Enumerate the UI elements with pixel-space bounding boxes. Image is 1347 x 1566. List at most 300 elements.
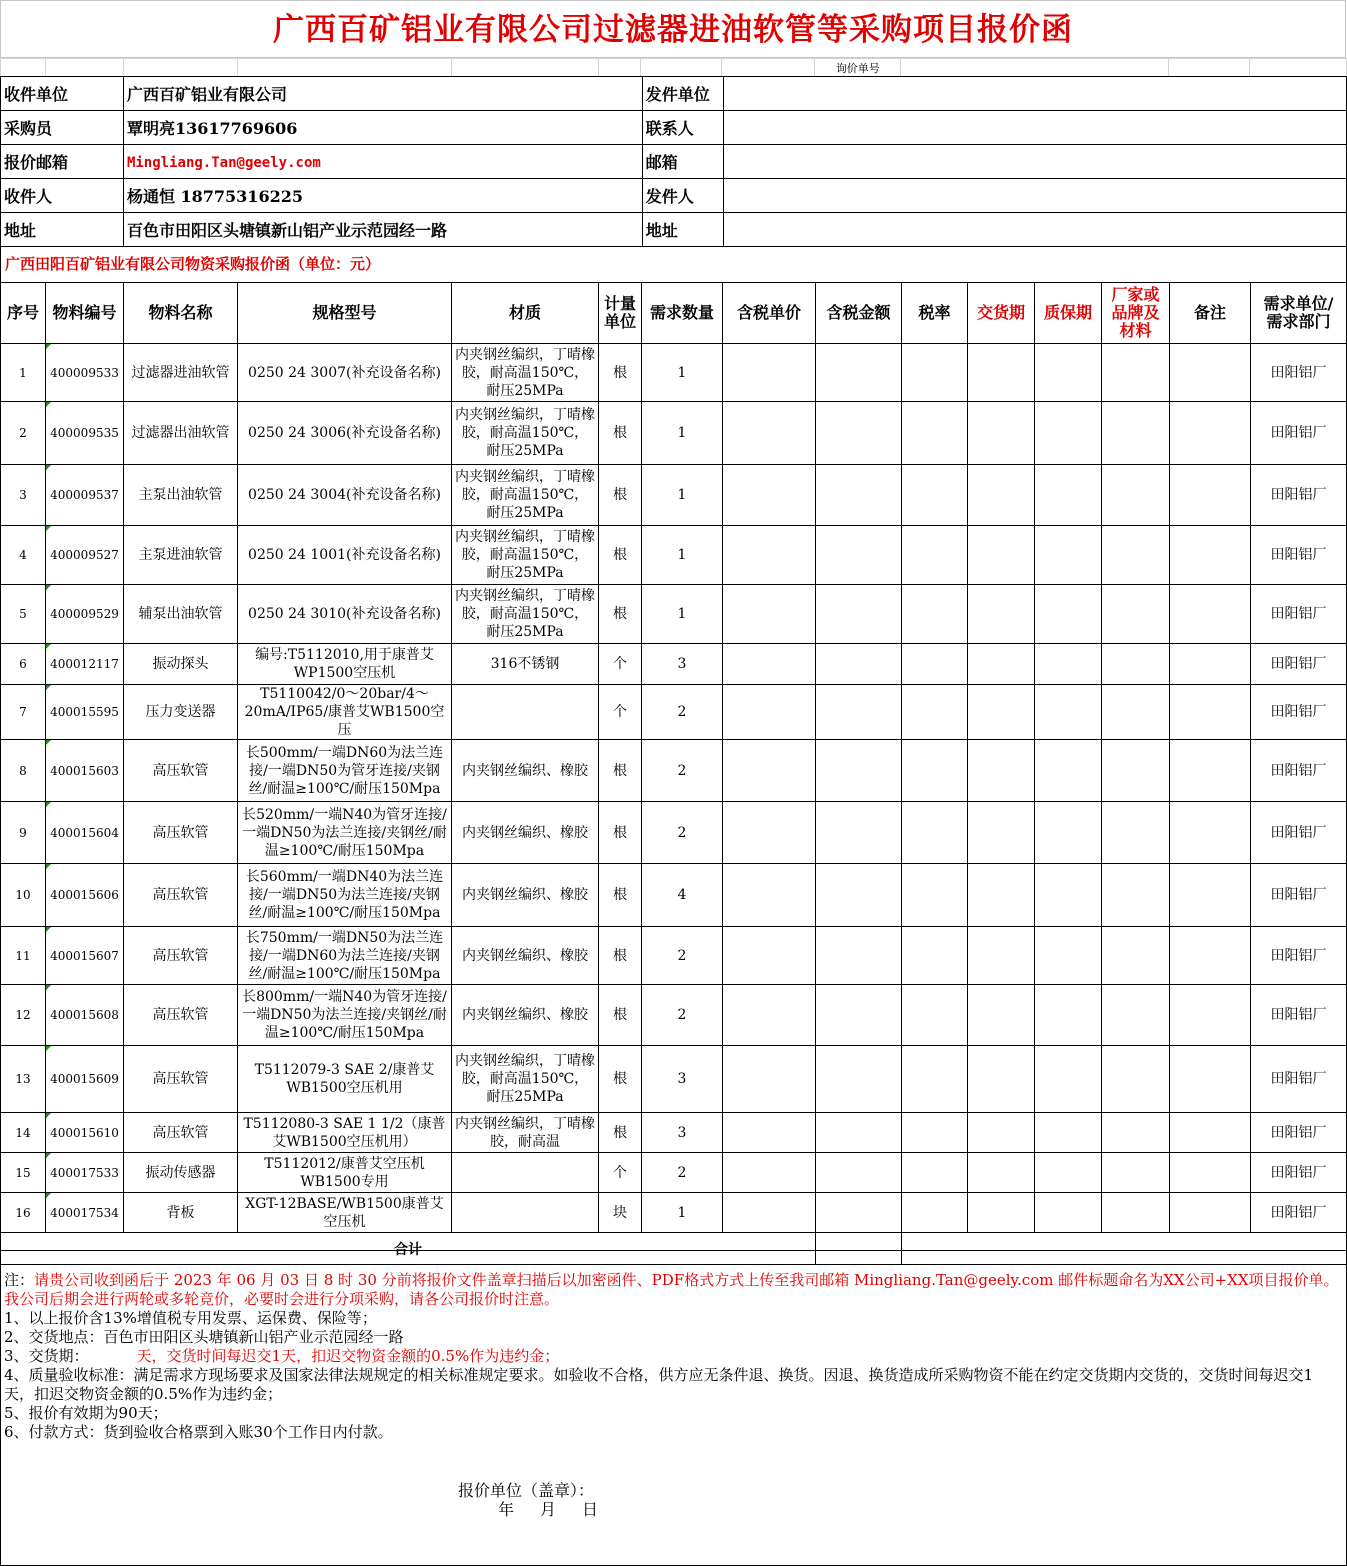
material-name: 振动探头: [124, 644, 238, 685]
warranty-cell[interactable]: [1035, 465, 1102, 526]
spec-model: 长520mm/一端N40为管牙连接/一端DN50为法兰连接/夹钢丝/耐温≥100℃/耐压150Mpa: [238, 802, 452, 864]
delivery-cell[interactable]: [968, 864, 1035, 927]
remark-cell[interactable]: [1170, 740, 1251, 802]
remark-cell[interactable]: [1170, 927, 1251, 985]
delivery-cell[interactable]: [968, 1113, 1035, 1153]
col-header-no: 序号: [1, 283, 46, 344]
unit-price-cell[interactable]: [723, 585, 816, 644]
tax-rate-cell[interactable]: [902, 864, 968, 927]
remark-cell[interactable]: [1170, 585, 1251, 644]
info-value[interactable]: 百色市田阳区头塘镇新山铝产业示范园经一路: [123, 213, 642, 247]
material: 内夹钢丝编织、橡胶: [452, 864, 599, 927]
delivery-cell[interactable]: [968, 465, 1035, 526]
info-label: 发件人: [642, 179, 723, 213]
remark-cell[interactable]: [1170, 985, 1251, 1046]
quantity: 1: [642, 1193, 723, 1233]
material-code: 400015606: [46, 864, 124, 927]
material-name: 主泵进油软管: [124, 526, 238, 585]
table-row: [1, 585, 1347, 644]
quantity: 1: [642, 465, 723, 526]
brand-cell[interactable]: [1102, 585, 1170, 644]
remark-cell[interactable]: [1170, 1113, 1251, 1153]
unit: 根: [599, 585, 642, 644]
info-value[interactable]: [723, 111, 1346, 145]
unit: 个: [599, 685, 642, 740]
table-row: [1, 685, 1347, 740]
inquiry-no-label: 询价单号: [815, 59, 901, 77]
warranty-cell[interactable]: [1035, 864, 1102, 927]
amount-cell[interactable]: [816, 526, 902, 585]
page-title: 广西百矿铝业有限公司过滤器进油软管等采购项目报价函: [0, 0, 1346, 58]
material: 内夹钢丝编织，丁晴橡胶，耐高温: [452, 1113, 599, 1153]
info-value[interactable]: 杨通恒 18775316225: [123, 179, 642, 213]
tax-rate-cell[interactable]: [902, 1113, 968, 1153]
row-no: 9: [1, 802, 46, 864]
inquiry-no-value[interactable]: [901, 59, 1169, 77]
col-header-tax-rate: 税率: [902, 283, 968, 344]
amount-cell[interactable]: [816, 985, 902, 1046]
unit: 块: [599, 1193, 642, 1233]
dept: 田阳铝厂: [1251, 1046, 1347, 1113]
info-value[interactable]: [723, 145, 1346, 179]
table-row: [1, 864, 1347, 927]
amount-cell[interactable]: [816, 585, 902, 644]
dept: 田阳铝厂: [1251, 402, 1347, 465]
quantity: 1: [642, 344, 723, 402]
delivery-cell[interactable]: [968, 1046, 1035, 1113]
warranty-cell[interactable]: [1035, 927, 1102, 985]
delivery-cell[interactable]: [968, 526, 1035, 585]
total-label: 合计: [1, 1233, 816, 1265]
unit: 根: [599, 402, 642, 465]
unit-price-cell[interactable]: [723, 864, 816, 927]
dept: 田阳铝厂: [1251, 1113, 1347, 1153]
material-code: 400009533: [46, 344, 124, 402]
warranty-cell[interactable]: [1035, 985, 1102, 1046]
brand-cell[interactable]: [1102, 740, 1170, 802]
remark-cell[interactable]: [1170, 465, 1251, 526]
col-header-amount: 含税金额: [816, 283, 902, 344]
warranty-cell[interactable]: [1035, 1113, 1102, 1153]
material: 内夹钢丝编织、橡胶: [452, 802, 599, 864]
amount-cell[interactable]: [816, 864, 902, 927]
quantity: 2: [642, 740, 723, 802]
row-no: 3: [1, 465, 46, 526]
table-row: [1, 985, 1347, 1046]
unit-price-cell[interactable]: [723, 465, 816, 526]
signature-date: 年 月 日: [498, 1500, 599, 1519]
row-no: 12: [1, 985, 46, 1046]
material: 内夹钢丝编织，丁晴橡胶，耐高温150℃，耐压25MPa: [452, 585, 599, 644]
notes-item: 2、交货地点：百色市田阳区头塘镇新山铝产业示范园经一路: [4, 1328, 404, 1346]
table-row: [1, 740, 1347, 802]
table-row: [1, 1193, 1347, 1233]
brand-cell[interactable]: [1102, 685, 1170, 740]
tax-rate-cell[interactable]: [902, 1153, 968, 1193]
row-no: 14: [1, 1113, 46, 1153]
brand-cell[interactable]: [1102, 1193, 1170, 1233]
material-name: 高压软管: [124, 740, 238, 802]
material-code: 400015603: [46, 740, 124, 802]
material-code: 400015609: [46, 1046, 124, 1113]
tax-rate-cell[interactable]: [902, 644, 968, 685]
row-no: 4: [1, 526, 46, 585]
info-value[interactable]: 广西百矿铝业有限公司: [123, 77, 642, 111]
warranty-cell[interactable]: [1035, 344, 1102, 402]
unit: 根: [599, 1046, 642, 1113]
unit: 根: [599, 465, 642, 526]
notes-item: 5、报价有效期为90天；: [4, 1404, 168, 1422]
dept: 田阳铝厂: [1251, 927, 1347, 985]
table-row: [1, 344, 1347, 402]
quantity: 1: [642, 585, 723, 644]
unit-price-cell[interactable]: [723, 740, 816, 802]
spec-model: 长800mm/一端N40为管牙连接/一端DN50为法兰连接/夹钢丝/耐温≥100℃/耐压150Mpa: [238, 985, 452, 1046]
info-label: 发件单位: [642, 77, 723, 111]
delivery-cell[interactable]: [968, 927, 1035, 985]
delivery-cell[interactable]: [968, 802, 1035, 864]
unit: 根: [599, 802, 642, 864]
unit: 根: [599, 344, 642, 402]
material: 内夹钢丝编织，丁晴橡胶，耐高温150℃，耐压25MPa: [452, 1046, 599, 1113]
unit-price-cell[interactable]: [723, 1193, 816, 1233]
col-header-warranty: 质保期: [1035, 283, 1102, 344]
unit-price-cell[interactable]: [723, 644, 816, 685]
quantity: 1: [642, 526, 723, 585]
table-row: [1, 465, 1347, 526]
tax-rate-cell[interactable]: [902, 685, 968, 740]
tax-rate-cell[interactable]: [902, 1193, 968, 1233]
brand-cell[interactable]: [1102, 864, 1170, 927]
notes-deadline-text: 请贵公司收到函后于 2023 年 06 月 03 日 8 时 30 分前将报价文件盖章扫描后以加密函件、PDF格式方式上传至我司邮箱 Mingliang.Tan@geely.com 邮件标题命名为XX公司+XX项目报价单。我公司后期会进行两轮或多轮竞价，必要时会进行分项采购，请各公司报价时注意。: [4, 1271, 1339, 1308]
spec-model: T5110042/0～20bar/4～20mA/IP65/康普艾WB1500空压: [238, 685, 452, 740]
col-header-name: 物料名称: [124, 283, 238, 344]
tax-rate-cell[interactable]: [902, 344, 968, 402]
col-header-qty: 需求数量: [642, 283, 723, 344]
unit-price-cell[interactable]: [723, 344, 816, 402]
material-code: 400012117: [46, 644, 124, 685]
notes-item-delivery: 3、交货期： 天，交货时间每迟交1天，扣迟交物资金额的0.5%作为违约金；: [4, 1347, 560, 1365]
brand-cell[interactable]: [1102, 1153, 1170, 1193]
dept: 田阳铝厂: [1251, 644, 1347, 685]
brand-cell[interactable]: [1102, 644, 1170, 685]
warranty-cell[interactable]: [1035, 526, 1102, 585]
unit: 个: [599, 1153, 642, 1193]
material-code: 400009529: [46, 585, 124, 644]
material-name: 高压软管: [124, 927, 238, 985]
table-header-row: [1, 283, 1347, 344]
delivery-cell[interactable]: [968, 585, 1035, 644]
material: 内夹钢丝编织、橡胶: [452, 740, 599, 802]
col-header-spec: 规格型号: [238, 283, 452, 344]
col-header-brand: 厂家或 品牌及 材料: [1102, 283, 1170, 344]
dept: 田阳铝厂: [1251, 685, 1347, 740]
remark-cell[interactable]: [1170, 344, 1251, 402]
unit-price-cell[interactable]: [723, 402, 816, 465]
table-row: [1, 1113, 1347, 1153]
spec-model: XGT-12BASE/WB1500康普艾空压机: [238, 1193, 452, 1233]
warranty-cell[interactable]: [1035, 644, 1102, 685]
material: [452, 1153, 599, 1193]
tax-rate-cell[interactable]: [902, 402, 968, 465]
info-value[interactable]: [723, 77, 1346, 111]
remark-cell[interactable]: [1170, 685, 1251, 740]
remark-cell[interactable]: [1170, 864, 1251, 927]
material-name: 振动传感器: [124, 1153, 238, 1193]
material: 内夹钢丝编织，丁晴橡胶，耐高温150℃，耐压25MPa: [452, 465, 599, 526]
amount-cell[interactable]: [816, 802, 902, 864]
material: [452, 1193, 599, 1233]
quantity: 2: [642, 685, 723, 740]
quantity: 2: [642, 802, 723, 864]
material-name: 高压软管: [124, 1113, 238, 1153]
warranty-cell[interactable]: [1035, 585, 1102, 644]
delivery-cell[interactable]: [968, 644, 1035, 685]
info-label: 收件单位: [1, 77, 124, 111]
unit-price-cell[interactable]: [723, 1113, 816, 1153]
material-name: 高压软管: [124, 864, 238, 927]
material-code: 400015610: [46, 1113, 124, 1153]
row-no: 6: [1, 644, 46, 685]
remark-cell[interactable]: [1170, 1153, 1251, 1193]
brand-cell[interactable]: [1102, 402, 1170, 465]
quantity: 2: [642, 985, 723, 1046]
amount-cell[interactable]: [816, 927, 902, 985]
material-name: 高压软管: [124, 985, 238, 1046]
material-code: 400015607: [46, 927, 124, 985]
material: 316不锈钢: [452, 644, 599, 685]
row-no: 2: [1, 402, 46, 465]
amount-cell[interactable]: [816, 1153, 902, 1193]
col-header-unit: 计量 单位: [599, 283, 642, 344]
dept: 田阳铝厂: [1251, 1193, 1347, 1233]
tax-rate-cell[interactable]: [902, 740, 968, 802]
dept: 田阳铝厂: [1251, 465, 1347, 526]
remark-cell[interactable]: [1170, 526, 1251, 585]
spec-model: T5112012/康普艾空压机WB1500专用: [238, 1153, 452, 1193]
row-no: 1: [1, 344, 46, 402]
dept: 田阳铝厂: [1251, 585, 1347, 644]
dept: 田阳铝厂: [1251, 344, 1347, 402]
section-subtitle: 广西田阳百矿铝业有限公司物资采购报价函（单位：元）: [0, 246, 1347, 282]
brand-cell[interactable]: [1102, 526, 1170, 585]
amount-cell[interactable]: [816, 1046, 902, 1113]
warranty-cell[interactable]: [1035, 402, 1102, 465]
col-header-unit-price: 含税单价: [723, 283, 816, 344]
tax-rate-cell[interactable]: [902, 526, 968, 585]
table-row: [1, 802, 1347, 864]
unit-price-cell[interactable]: [723, 802, 816, 864]
brand-cell[interactable]: [1102, 802, 1170, 864]
quantity: 2: [642, 1153, 723, 1193]
material-code: 400015608: [46, 985, 124, 1046]
amount-cell[interactable]: [816, 344, 902, 402]
delivery-cell[interactable]: [968, 985, 1035, 1046]
info-row: [1, 213, 1347, 247]
info-value[interactable]: [723, 213, 1346, 247]
tax-rate-cell[interactable]: [902, 802, 968, 864]
signature-label: 报价单位（盖章）：: [458, 1481, 595, 1500]
row-no: 10: [1, 864, 46, 927]
material-name: 背板: [124, 1193, 238, 1233]
delivery-cell[interactable]: [968, 344, 1035, 402]
unit-price-cell[interactable]: [723, 927, 816, 985]
tax-rate-cell[interactable]: [902, 585, 968, 644]
signature-block: [458, 1481, 598, 1519]
unit-price-cell[interactable]: [723, 985, 816, 1046]
table-row: [1, 402, 1347, 465]
brand-cell[interactable]: [1102, 927, 1170, 985]
spec-model: 长500mm/一端DN60为法兰连接/一端DN50为管牙连接/夹钢丝/耐温≥100℃/耐压150Mpa: [238, 740, 452, 802]
warranty-cell[interactable]: [1035, 802, 1102, 864]
delivery-cell[interactable]: [968, 402, 1035, 465]
info-label: 地址: [1, 213, 124, 247]
spec-model: T5112079-3 SAE 2/康普艾WB1500空压机用: [238, 1046, 452, 1113]
table-row: [1, 927, 1347, 985]
info-label: 报价邮箱: [1, 145, 124, 179]
material-code: 400015595: [46, 685, 124, 740]
row-no: 7: [1, 685, 46, 740]
unit: 根: [599, 985, 642, 1046]
contact-info-table: [0, 76, 1347, 247]
unit: 根: [599, 740, 642, 802]
tax-rate-cell[interactable]: [902, 1046, 968, 1113]
dept: 田阳铝厂: [1251, 526, 1347, 585]
material-code: 400009527: [46, 526, 124, 585]
material-code: 400009537: [46, 465, 124, 526]
amount-cell[interactable]: [816, 1193, 902, 1233]
unit: 根: [599, 526, 642, 585]
dept: 田阳铝厂: [1251, 985, 1347, 1046]
info-value[interactable]: 覃明亮13617769606: [123, 111, 642, 145]
info-row: [1, 145, 1347, 179]
notes-item: 1、以上报价含13%增值税专用发票、运保费、保险等；: [4, 1309, 377, 1327]
material-name: 高压软管: [124, 802, 238, 864]
material-name: 主泵出油软管: [124, 465, 238, 526]
delivery-cell[interactable]: [968, 740, 1035, 802]
material: 内夹钢丝编织，丁晴橡胶，耐高温150℃，耐压25MPa: [452, 344, 599, 402]
amount-cell[interactable]: [816, 1113, 902, 1153]
warranty-cell[interactable]: [1035, 1153, 1102, 1193]
material-code: 400015604: [46, 802, 124, 864]
row-no: 13: [1, 1046, 46, 1113]
quantity: 3: [642, 1046, 723, 1113]
material-name: 过滤器出油软管: [124, 402, 238, 465]
remark-cell[interactable]: [1170, 1193, 1251, 1233]
material: 内夹钢丝编织，丁晴橡胶，耐高温150℃，耐压25MPa: [452, 526, 599, 585]
amount-cell[interactable]: [816, 465, 902, 526]
unit-price-cell[interactable]: [723, 685, 816, 740]
unit-price-cell[interactable]: [723, 1046, 816, 1113]
unit: 根: [599, 1113, 642, 1153]
dept: 田阳铝厂: [1251, 1153, 1347, 1193]
spec-model: T5112080-3 SAE 1 1/2（康普艾WB1500空压机用）: [238, 1113, 452, 1153]
material-name: 压力变送器: [124, 685, 238, 740]
material: 内夹钢丝编织、橡胶: [452, 927, 599, 985]
tax-rate-cell[interactable]: [902, 465, 968, 526]
warranty-cell[interactable]: [1035, 740, 1102, 802]
brand-cell[interactable]: [1102, 1113, 1170, 1153]
brand-cell[interactable]: [1102, 985, 1170, 1046]
material-name: 辅泵出油软管: [124, 585, 238, 644]
info-label: 联系人: [642, 111, 723, 145]
brand-cell[interactable]: [1102, 344, 1170, 402]
warranty-cell[interactable]: [1035, 685, 1102, 740]
material: 内夹钢丝编织，丁晴橡胶，耐高温150℃，耐压25MPa: [452, 402, 599, 465]
quantity: 2: [642, 927, 723, 985]
info-label: 邮箱: [642, 145, 723, 179]
material-code: 400017533: [46, 1153, 124, 1193]
spec-model: 0250 24 3004(补充设备名称): [238, 465, 452, 526]
delivery-cell[interactable]: [968, 685, 1035, 740]
unit-price-cell[interactable]: [723, 1153, 816, 1193]
row-no: 11: [1, 927, 46, 985]
delivery-cell[interactable]: [968, 1153, 1035, 1193]
row-no: 8: [1, 740, 46, 802]
info-row: [1, 77, 1347, 111]
remark-cell[interactable]: [1170, 402, 1251, 465]
quote-email-link[interactable]: Mingliang.Tan@geely.com: [126, 155, 321, 171]
brand-cell[interactable]: [1102, 1046, 1170, 1113]
amount-cell[interactable]: [816, 740, 902, 802]
material-code: 400009535: [46, 402, 124, 465]
info-row: [1, 179, 1347, 213]
unit: 根: [599, 864, 642, 927]
info-label: 采购员: [1, 111, 124, 145]
tax-rate-cell[interactable]: [902, 927, 968, 985]
unit: 根: [599, 927, 642, 985]
inquiry-header-row: [0, 58, 1347, 77]
row-no: 5: [1, 585, 46, 644]
unit-price-cell[interactable]: [723, 526, 816, 585]
amount-cell[interactable]: [816, 685, 902, 740]
items-table: [0, 282, 1347, 1265]
col-header-delivery: 交货期: [968, 283, 1035, 344]
unit: 个: [599, 644, 642, 685]
notes-main: 注：请贵公司收到函后于 2023 年 06 月 03 日 8 时 30 分前将报价文件盖章扫描后以加密函件、PDF格式方式上传至我司邮箱 Mingliang.Tan@geely.com 邮件标题命名为XX公司+XX项目报价单。我公司后期会进行两轮或多轮竞价，必要时会进行分项采购，请各公司报价时注意。: [4, 1271, 1339, 1308]
amount-cell[interactable]: [816, 402, 902, 465]
notes-item: 6、付款方式：货到验收合格票到入账30个工作日内付款。: [4, 1423, 393, 1441]
table-row: [1, 644, 1347, 685]
info-label: 收件人: [1, 179, 124, 213]
amount-cell[interactable]: [816, 644, 902, 685]
col-header-remark: 备注: [1170, 283, 1251, 344]
material: [452, 685, 599, 740]
material-name: 过滤器进油软管: [124, 344, 238, 402]
col-header-dept: 需求单位/ 需求部门: [1251, 283, 1347, 344]
quantity: 3: [642, 1113, 723, 1153]
warranty-cell[interactable]: [1035, 1193, 1102, 1233]
spec-model: 0250 24 1001(补充设备名称): [238, 526, 452, 585]
row-no: 15: [1, 1153, 46, 1193]
delivery-cell[interactable]: [968, 1193, 1035, 1233]
warranty-cell[interactable]: [1035, 1046, 1102, 1113]
tax-rate-cell[interactable]: [902, 985, 968, 1046]
brand-cell[interactable]: [1102, 465, 1170, 526]
remark-cell[interactable]: [1170, 644, 1251, 685]
remark-cell[interactable]: [1170, 802, 1251, 864]
info-label: 地址: [642, 213, 723, 247]
material-name: 高压软管: [124, 1046, 238, 1113]
table-row: [1, 1153, 1347, 1193]
quantity: 1: [642, 402, 723, 465]
spec-model: 长560mm/一端DN40为法兰连接/一端DN50为法兰连接/夹钢丝/耐温≥100℃/耐压150Mpa: [238, 864, 452, 927]
spec-model: 长750mm/一端DN50为法兰连接/一端DN60为法兰连接/夹钢丝/耐温≥100℃/耐压150Mpa: [238, 927, 452, 985]
remark-cell[interactable]: [1170, 1046, 1251, 1113]
table-row: [1, 526, 1347, 585]
quote-email[interactable]: [123, 145, 642, 179]
info-value[interactable]: [723, 179, 1346, 213]
